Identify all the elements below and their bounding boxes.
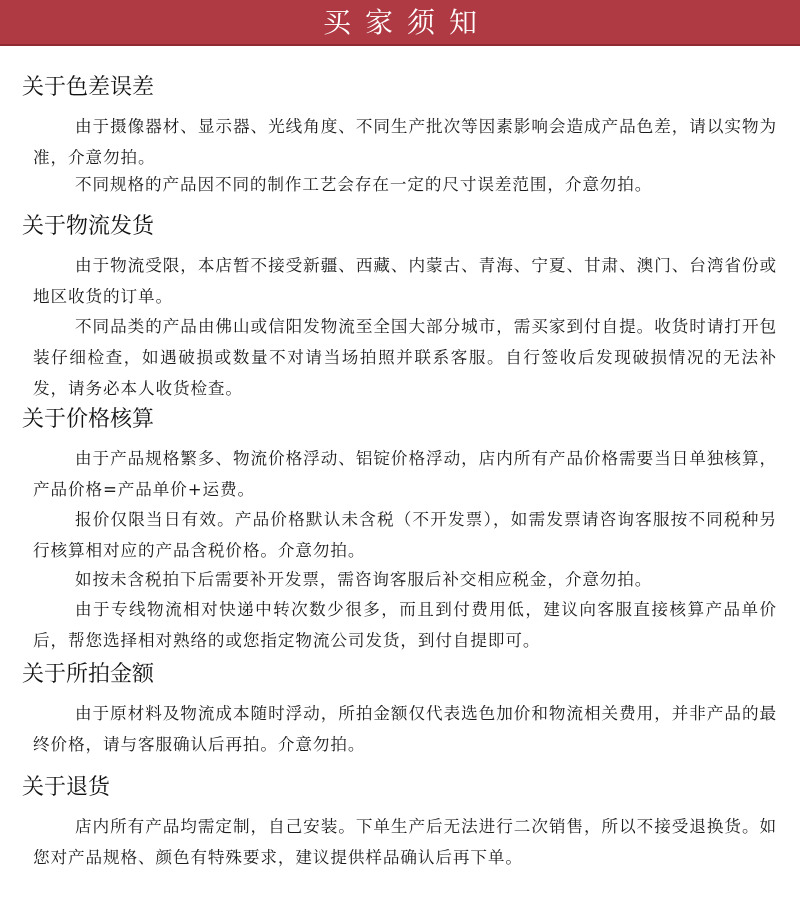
section-paragraph: 由于摄像器材、显示器、光线角度、不同生产批次等因素影响会造成产品色差，请以实物为准，介意勿拍。 (33, 117, 777, 167)
section-heading: 关于所拍金额 (22, 662, 155, 687)
section-paragraph: 由于物流受限，本店暂不接受新疆、西藏、内蒙古、青海、宁夏、甘肃、澳门、台湾省份或地区收货的订单。 (33, 256, 777, 306)
section-heading: 关于色差误差 (22, 75, 155, 100)
section-paragraph: 不同品类的产品由佛山或信阳发物流至全国大部分城市，需买家到付自提。收货时请打开包装仔细检查，如遇破损或数量不对请当场拍照并联系客服。自行签收后发现破损情况的无法补发，请务必本人收货检查。 (33, 317, 777, 398)
notice-banner (0, 0, 800, 46)
section-heading: 关于退货 (22, 775, 111, 800)
section-paragraph: 店内所有产品均需定制，自己安装。下单生产后无法进行二次销售，所以不接受退换货。如您对产品规格、颜色有特殊要求，建议提供样品确认后再下单。 (33, 817, 777, 867)
banner-title: 买家须知 (322, 6, 491, 39)
section-paragraph: 报价仅限当日有效。产品价格默认未含税（不开发票），如需发票请咨询客服按不同税种另行核算相对应的产品含税价格。介意勿拍。 (33, 510, 777, 560)
section-paragraph: 由于原材料及物流成本随时浮动，所拍金额仅代表选色加价和物流相关费用，并非产品的最终价格，请与客服确认后再拍。介意勿拍。 (33, 704, 777, 754)
section-paragraph: 不同规格的产品因不同的制作工艺会存在一定的尺寸误差范围，介意勿拍。 (75, 175, 653, 194)
section-heading: 关于价格核算 (22, 407, 155, 432)
section-paragraph: 由于产品规格繁多、物流价格浮动、铝锭价格浮动，店内所有产品价格需要当日单独核算，产品价格=产品单价+运费。 (33, 449, 777, 499)
section-paragraph: 由于专线物流相对快递中转次数少很多，而且到付费用低，建议向客服直接核算产品单价后，帮您选择相对熟络的或您指定物流公司发货，到付自提即可。 (33, 600, 777, 650)
section-heading: 关于物流发货 (22, 214, 155, 239)
section-paragraph: 如按未含税拍下后需要补开发票，需咨询客服后补交相应税金，介意勿拍。 (75, 570, 653, 589)
